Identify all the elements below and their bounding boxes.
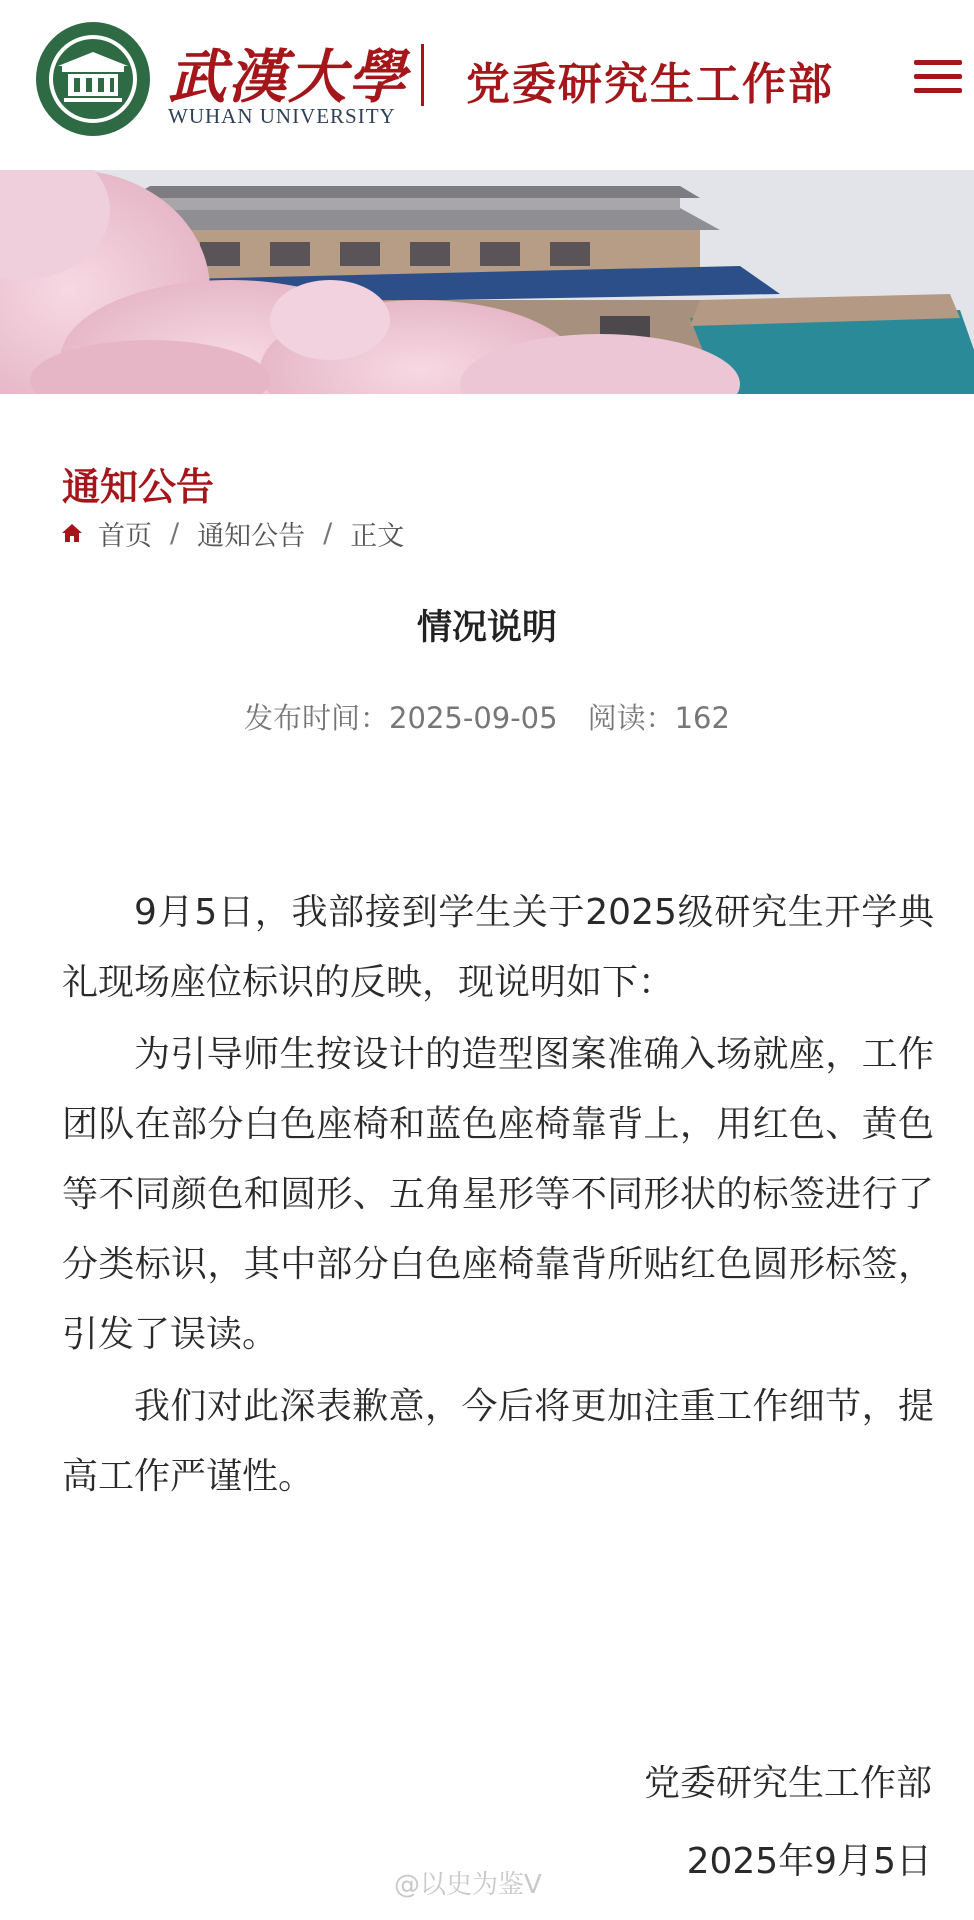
breadcrumb-current: 正文 (350, 520, 405, 552)
signature-org: 党委研究生工作部 (643, 1763, 932, 1804)
banner-image (0, 170, 974, 394)
watermark: @以史为鉴V (394, 1870, 542, 1900)
breadcrumb-separator: / (170, 517, 180, 549)
article-paragraph: 我们对此深表歉意，今后将更加注重工作细节，提高工作严谨性。 (62, 1386, 934, 1497)
signature-date: 2025年9月5日 (686, 1841, 932, 1882)
read-count: 阅读：162 (587, 701, 730, 735)
article-paragraph: 9月5日，我部接到学生关于2025级研究生开学典礼现场座位标识的反映，现说明如下： (62, 892, 934, 1003)
university-emblem-icon[interactable] (34, 20, 152, 138)
section-title: 通知公告 (62, 465, 215, 509)
home-icon[interactable] (62, 524, 82, 542)
article-title: 情况说明 (416, 608, 557, 648)
department-name[interactable]: 党委研究生工作部 (466, 59, 834, 110)
university-name-en[interactable]: WUHAN UNIVERSITY (168, 104, 396, 128)
breadcrumb-notices[interactable]: 通知公告 (197, 520, 306, 552)
article-meta (0, 696, 974, 737)
publish-date: 发布时间：2025-09-05 (244, 701, 558, 735)
hamburger-menu-icon[interactable] (914, 54, 964, 96)
campus-building-illustration (0, 170, 974, 394)
logo-divider (421, 44, 424, 106)
university-name-cn[interactable]: 武漢大學 (168, 43, 409, 111)
breadcrumb-home[interactable]: 首页 (98, 520, 152, 552)
site-header (0, 0, 974, 170)
breadcrumb-separator: / (323, 517, 333, 549)
breadcrumb (62, 516, 404, 550)
article-paragraph: 为引导师生按设计的造型图案准确入场就座，工作团队在部分白色座椅和蓝色座椅靠背上，用红色、黄色等不同颜色和圆形、五角星形等不同形状的标签进行了分类标识，其中部分白色座椅靠背所贴红色圆形标签，引发了误读。 (62, 1034, 934, 1355)
article-body (62, 878, 934, 1514)
